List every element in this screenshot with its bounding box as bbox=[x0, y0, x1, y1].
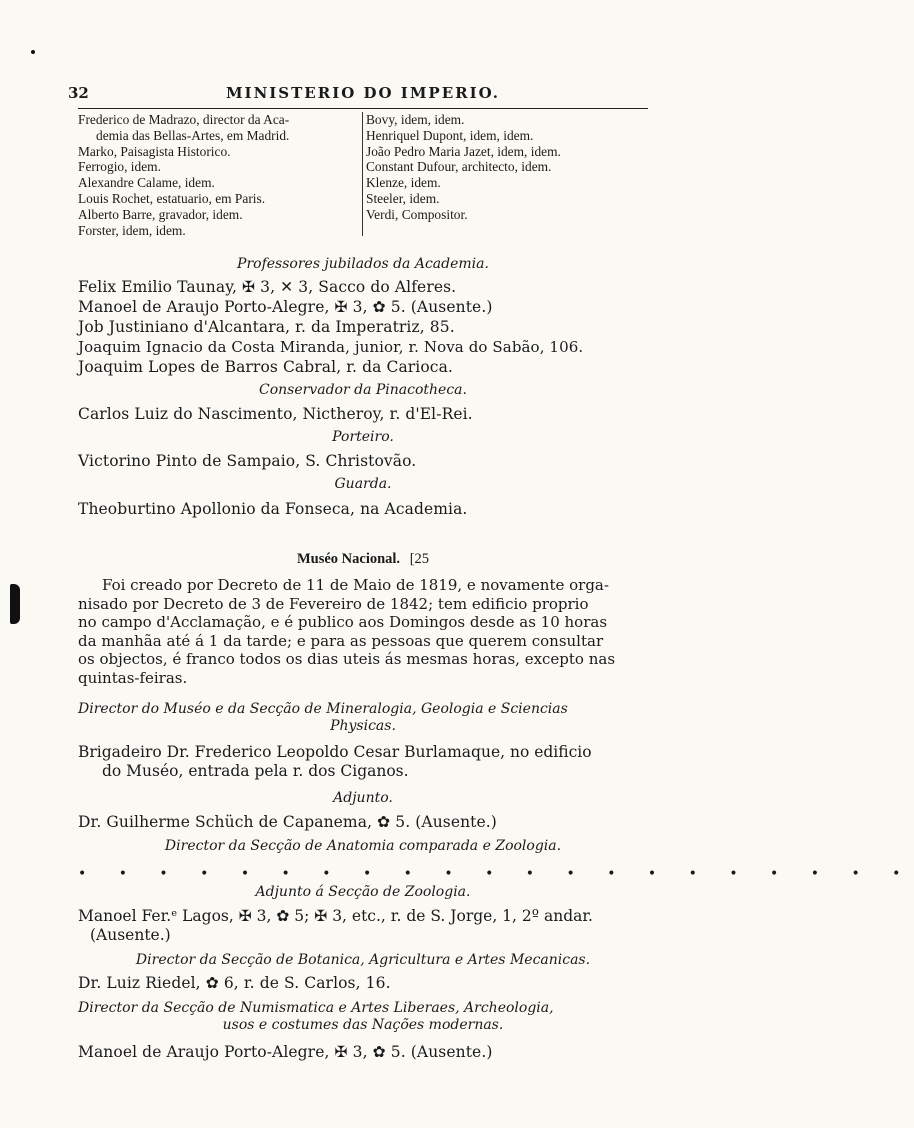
paragraph-line: no campo d'Acclamação, e é publico aos Domingos desde as 10 horas bbox=[78, 613, 608, 632]
entry-line: Brigadeiro Dr. Frederico Leopoldo Cesar Burlamaque, no edificio bbox=[78, 743, 592, 761]
section-heading-museu bbox=[78, 551, 648, 568]
list-item: Marko, Paisagista Historico. bbox=[78, 143, 231, 159]
adjunto-zoologia-entry bbox=[78, 907, 653, 945]
list-item: Steeler, idem. bbox=[366, 190, 440, 206]
list-item: Ferrogio, idem. bbox=[78, 159, 161, 175]
right-column bbox=[362, 112, 652, 236]
italic-line: Director do Muséo e da Secção de Mineralogia, Geologia e Sciencias bbox=[78, 701, 568, 717]
paragraph-line: nisado por Decreto de 3 de Fevereiro de 1842; tem edificio proprio bbox=[78, 594, 589, 613]
section-title-porteiro: Porteiro. bbox=[332, 429, 394, 445]
museu-paragraph bbox=[78, 576, 648, 688]
entry-line: Theoburtino Apollonio da Fonseca, na Academia. bbox=[78, 500, 468, 518]
paragraph-line: Foi creado por Decreto de 11 de Maio de 1819, e novamente orga- bbox=[102, 576, 609, 594]
list-item: Louis Rochet, estatuario, em Paris. bbox=[78, 190, 266, 206]
paragraph-line: da manhãa até á 1 da tarde; e para as pessoas que querem consultar bbox=[78, 631, 604, 650]
section-title-botanica: Director da Secção de Botanica, Agricultura e Artes Mecanicas. bbox=[135, 952, 591, 968]
scan-speck bbox=[31, 50, 35, 54]
list-item: Frederico de Madrazo, director da Aca- bbox=[78, 112, 290, 127]
section-title-guarda: Guarda. bbox=[334, 476, 392, 492]
list-item: Klenze, idem. bbox=[366, 175, 441, 191]
entry-line: Felix Emilio Taunay, ✠ 3, ✕ 3, Sacco do Alferes. bbox=[78, 278, 457, 296]
museu-title: Muséo Nacional. bbox=[296, 551, 401, 567]
entry-line: Victorino Pinto de Sampaio, S. Christovão. bbox=[78, 452, 417, 470]
director-museu-title bbox=[78, 701, 648, 735]
section-title-adjunto: Adjunto. bbox=[333, 790, 393, 806]
running-title: MINISTERIO DO IMPERIO. bbox=[225, 84, 501, 102]
italic-line: Director da Secção de Numismatica e Artes Liberaes, Archeologia, bbox=[78, 1000, 554, 1016]
section-title-anatomia: Director da Secção de Anatomia comparada e Zoologia. bbox=[164, 838, 562, 854]
list-item: Alexandre Calame, idem. bbox=[78, 175, 215, 191]
entry-line: Joaquim Ignacio da Costa Miranda, junior, r. Nova do Sabão, 106. bbox=[78, 338, 584, 356]
entry-line: Carlos Luiz do Nascimento, Nictheroy, r. d'El-Rei. bbox=[78, 405, 473, 423]
section-title-conservador: Conservador da Pinacotheca. bbox=[259, 382, 467, 398]
list-item: demia das Bellas-Artes, em Madrid. bbox=[96, 127, 290, 143]
entry-line: Dr. Guilherme Schüch de Capanema, ✿ 5. (Ausente.) bbox=[78, 813, 497, 831]
numismatica-title bbox=[78, 1000, 648, 1034]
entry-line: do Muséo, entrada pela r. dos Ciganos. bbox=[102, 762, 409, 780]
list-item: João Pedro Maria Jazet, idem, idem. bbox=[366, 143, 561, 159]
entry-line: Manoel Fer.ᵉ Lagos, ✠ 3, ✿ 5; ✠ 3, etc., r. de S. Jorge, 1, 2º andar. bbox=[78, 907, 593, 925]
italic-line: usos e costumes das Nações modernas. bbox=[222, 1017, 504, 1033]
entry-line: Manoel de Araujo Porto-Alegre, ✠ 3, ✿ 5. (Ausente.) bbox=[78, 1043, 493, 1061]
list-item: Verdi, Compositor. bbox=[366, 206, 468, 222]
entry-line: (Ausente.) bbox=[90, 926, 171, 944]
entry-line: Dr. Luiz Riedel, ✿ 6, r. de S. Carlos, 16. bbox=[78, 974, 391, 992]
entry-line: Job Justiniano d'Alcantara, r. da Imperatriz, 85. bbox=[78, 318, 455, 336]
running-header bbox=[68, 84, 648, 109]
left-column bbox=[78, 112, 358, 238]
entry-line: Manoel de Araujo Porto-Alegre, ✠ 3, ✿ 5. (Ausente.) bbox=[78, 298, 493, 316]
paragraph-line: os objectos, é franco todos os dias uteis ás mesmas horas, excepto nas bbox=[78, 650, 616, 669]
two-column-list bbox=[78, 112, 648, 252]
list-item: Forster, idem, idem. bbox=[78, 222, 186, 238]
section-title-professores: Professores jubilados da Academia. bbox=[237, 256, 489, 272]
entry-line: Joaquim Lopes de Barros Cabral, r. da Carioca. bbox=[78, 358, 453, 376]
list-item: Bovy, idem, idem. bbox=[366, 112, 465, 127]
director-museu-entry bbox=[78, 743, 653, 781]
italic-line: Physicas. bbox=[330, 718, 396, 734]
ellipsis-dots: • • • • • • • • • • • • • • • • • • • • • bbox=[78, 866, 914, 882]
list-item: Henriquel Dupont, idem, idem. bbox=[366, 127, 534, 143]
museu-note: [25 bbox=[409, 551, 430, 567]
paragraph-line: quintas-feiras. bbox=[78, 668, 188, 687]
list-item: Alberto Barre, gravador, idem. bbox=[78, 206, 243, 222]
list-item: Constant Dufour, architecto, idem. bbox=[366, 159, 552, 175]
page-number: 32 bbox=[68, 84, 89, 102]
section-title-adjunto-zoologia: Adjunto á Secção de Zoologia. bbox=[255, 884, 471, 900]
scan-edge-mark bbox=[10, 584, 20, 624]
